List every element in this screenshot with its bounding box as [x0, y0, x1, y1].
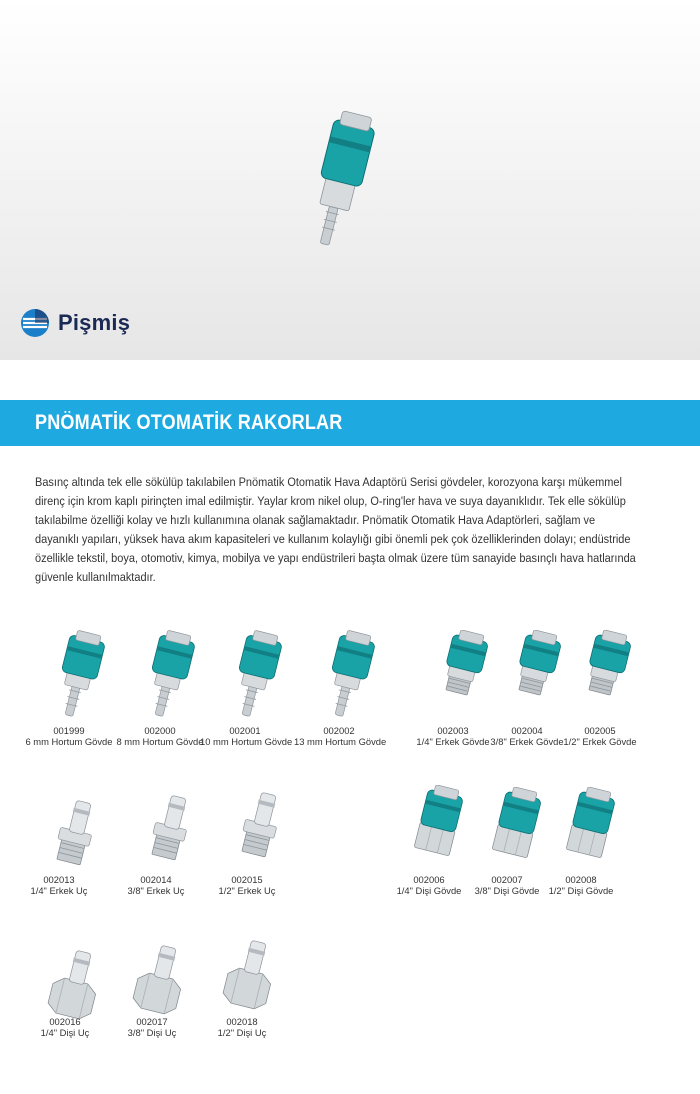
product-female-image [483, 787, 553, 877]
product-code: 002013 [43, 874, 75, 885]
product-male-image [430, 630, 500, 720]
product-code: 002016 [49, 1016, 81, 1027]
product-image [315, 630, 405, 720]
product-caption [294, 725, 387, 747]
intro-paragraph [35, 473, 675, 587]
product-image [40, 795, 130, 885]
product-caption [24, 725, 114, 747]
section-title: PNÖMATİK OTOMATİK RAKORLAR [35, 411, 343, 434]
product-caption [30, 1016, 100, 1038]
product-code: 002001 [229, 725, 261, 736]
product-female-image [557, 787, 627, 877]
product-image [135, 630, 225, 720]
intro-line: dayanıklı yapıları, yüksek hava akım kapasiteleri ve kullanım kolaylığı gibi önemli pek çok özelliklerinden dolayı; endüstride [35, 532, 631, 546]
product-desc: 3/8" Erkek Uç [127, 885, 185, 896]
intro-line: Basınç altında tek elle sökülüp takılabilen Pnömatik Otomatik Hava Adaptörü Serisi gövdeler, korozyona karşı mükemmel [35, 475, 622, 489]
product-caption [394, 874, 464, 896]
product-image [573, 630, 663, 720]
product-desc: 13 mm Hortum Gövde [294, 736, 387, 747]
product-code: 002002 [323, 725, 355, 736]
product-code: 002015 [231, 874, 263, 885]
product-desc: 1/4" Dişi Gövde [396, 885, 462, 896]
product-code: 002000 [144, 725, 176, 736]
product-caption [207, 1016, 277, 1038]
product-image [405, 785, 495, 875]
pismis-logo-icon [20, 308, 50, 338]
product-desc: 3/8" Erkek Gövde [490, 736, 564, 747]
product-caption [555, 725, 645, 747]
product-fplug-image [215, 935, 285, 1025]
product-desc: 1/2" Erkek Gövde [563, 736, 637, 747]
product-desc: 8 mm Hortum Gövde [116, 736, 204, 747]
product-caption [115, 725, 205, 747]
intro-line: direnç için krom kaplı pirinçten imal edilmiştir. Yaylar krom nikel olup, O-ring'ler hava ve suya dayanıklıdır. Tek elle sökülüp [35, 494, 626, 508]
section-banner [0, 400, 700, 446]
product-caption [546, 874, 616, 896]
product-hose-image [315, 630, 385, 720]
product-caption [24, 874, 94, 896]
product-male-image [573, 630, 643, 720]
intro-line: güvenle kullanılmaktadır. [35, 570, 156, 584]
product-code: 002014 [140, 874, 172, 885]
product-code: 002007 [491, 874, 523, 885]
product-hose-image [45, 630, 115, 720]
product-code: 002005 [584, 725, 616, 736]
product-plug-image [225, 787, 295, 877]
product-code: 002006 [413, 874, 445, 885]
product-hose-image [222, 630, 292, 720]
hero-image [0, 0, 700, 360]
product-code: 002008 [565, 874, 597, 885]
product-code: 002004 [511, 725, 543, 736]
brand-logo [20, 308, 130, 338]
product-caption [212, 874, 282, 896]
brand-name: Pişmiş [58, 310, 131, 335]
product-desc: 1/2" Dişi Gövde [548, 885, 614, 896]
product-desc: 1/4" Erkek Gövde [416, 736, 490, 747]
product-image [557, 787, 647, 877]
product-image [135, 790, 225, 880]
product-code: 001999 [53, 725, 85, 736]
product-image [222, 630, 312, 720]
product-desc: 1/2" Dişi Uç [217, 1027, 267, 1038]
product-desc: 10 mm Hortum Gövde [200, 736, 293, 747]
product-caption [472, 874, 542, 896]
product-image [225, 787, 315, 877]
intro-line: özellikle tekstil, boya, otomotiv, kimya, mobilya ve yapı endüstrileri başta olmak üzere tüm sanayide basınçlı hava hatlarında [35, 551, 636, 565]
product-caption [200, 725, 293, 747]
intro-line: takılabilme özelliği kolay ve hızlı kullanımına olanak sağlamaktadır. Pnömatik Otomatik Hava Adaptörleri, sağlam ve [35, 513, 596, 527]
hero-coupler-image [300, 110, 380, 250]
product-desc: 3/8" Dişi Uç [127, 1027, 177, 1038]
product-code: 002018 [226, 1016, 258, 1027]
product-image [215, 935, 305, 1025]
product-desc: 6 mm Hortum Gövde [25, 736, 113, 747]
product-plug-image [135, 790, 205, 880]
product-code: 002003 [437, 725, 469, 736]
product-male-image [503, 630, 573, 720]
product-caption [121, 874, 191, 896]
product-caption [117, 1016, 187, 1038]
product-desc: 1/4" Erkek Uç [30, 885, 88, 896]
product-code: 002017 [136, 1016, 168, 1027]
product-female-image [405, 785, 475, 875]
product-desc: 1/4" Dişi Uç [40, 1027, 90, 1038]
product-desc: 3/8" Dişi Gövde [474, 885, 540, 896]
product-hose-image [135, 630, 205, 720]
product-desc: 1/2" Erkek Uç [218, 885, 276, 896]
product-image [45, 630, 135, 720]
product-plug-image [40, 795, 110, 885]
